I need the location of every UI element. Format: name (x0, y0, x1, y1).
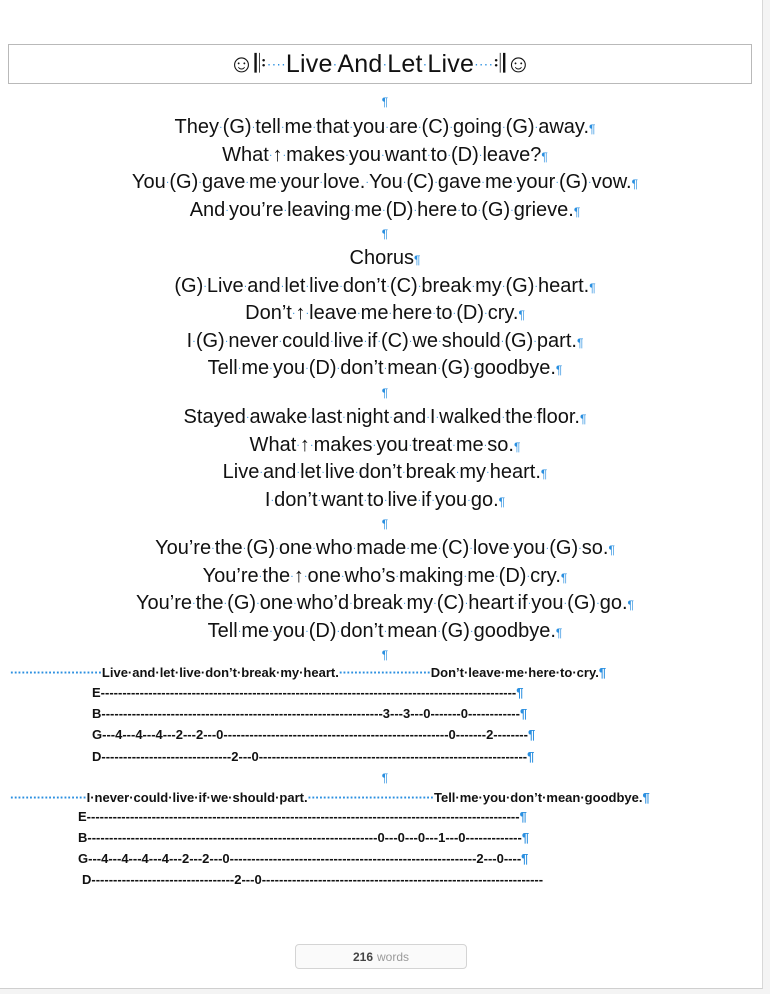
tab-string-b: B-------------------------------------------------------------------0---0---0---1---0-------------¶ (78, 830, 530, 845)
paragraph-mark: ¶ (498, 495, 506, 509)
lyric-line: What·↑·makes·you·treat·me·so.¶ (249, 434, 521, 456)
empty-paragraph-mark: ¶ (381, 648, 389, 662)
word-count-indicator[interactable] (295, 944, 467, 969)
empty-paragraph-mark: ¶ (381, 386, 389, 400)
empty-paragraph-mark: ¶ (381, 517, 389, 531)
paragraph-mark: ¶ (555, 363, 563, 377)
paragraph-mark: ¶ (589, 281, 596, 295)
word-count-label: words (377, 949, 410, 964)
empty-paragraph-mark: ¶ (381, 227, 389, 241)
paragraph-mark: ¶ (518, 308, 525, 322)
paragraph-mark: ¶ (573, 205, 581, 219)
empty-paragraph-mark: ¶ (381, 95, 389, 109)
paragraph-mark: ¶ (414, 253, 421, 267)
lyric-line: And·you’re·leaving·me·(D)·here·to·(G)·grieve.¶ (189, 199, 581, 221)
paragraph-mark: ¶ (555, 626, 563, 640)
lyric-line: They·(G)·tell·me·that·you·are·(C)·going·(G)·away.¶ (174, 116, 596, 138)
tab-string-g: G---4---4---4---4---2---2---0---------------------------------------------------------2---0----¶ (78, 851, 529, 866)
tab-string-b: B-----------------------------------------------------------------3---3---0-------0------------¶ (92, 706, 528, 721)
lyric-line: Tell·me·you·(D)·don’t·mean·(G)·goodbye.¶ (207, 357, 563, 379)
tab-lyric-line: ····················I·never·could·live·if·we·should·part.·································Tell·me·you·don’t·mean·goodbye.¶ (10, 790, 650, 805)
lyric-line: I·(G)·never·could·live·if·(C)·we·should·(G)·part.¶ (186, 330, 584, 352)
lyric-line: You’re·the·(G)·one·who’d·break·my·(C)·heart·if·you·(G)·go.¶ (135, 592, 634, 614)
lyric-line: You’re·the·↑·one·who’s·making·me·(D)·cry.¶ (202, 565, 568, 587)
paragraph-mark: ¶ (560, 571, 568, 585)
paragraph-mark: ¶ (541, 150, 548, 164)
paragraph-mark: ¶ (540, 467, 548, 481)
empty-paragraph-mark: ¶ (381, 771, 389, 785)
paragraph-mark: ¶ (608, 543, 615, 557)
lyric-line: Stayed·awake·last·night·and·I·walked·the·floor.¶ (183, 406, 587, 428)
chorus-heading: Chorus¶ (349, 247, 421, 269)
lyric-line: (G)·Live·and·let·live·don’t·(C)·break·my·(G)·heart.¶ (174, 275, 596, 297)
tab-string-d: D---------------------------------2---0----------------------------------------------------------------- (82, 872, 544, 887)
tab-string-e: E------------------------------------------------------------------------------------------------¶ (92, 685, 524, 700)
tab-lyric-line: ························Live·and·let·live·don’t·break·my·heart.························Don’t·leave·me·here·to·cry.¶ (10, 665, 607, 680)
song-title: ☺𝄆····Live·And·Let·Live····𝄇☺ (228, 49, 532, 78)
paragraph-mark: ¶ (513, 440, 521, 454)
paragraph-mark: ¶ (576, 336, 584, 350)
lyric-line: You·(G)·gave·me·your·love.·You·(C)·gave·me·your·(G)·vow.¶ (131, 171, 639, 193)
lyric-line: Don’t·↑·leave·me·here·to·(D)·cry.¶ (245, 302, 525, 324)
word-count-value: 216 (352, 949, 373, 964)
lyric-line: Live·and·let·live·don’t·break·my·heart.¶ (222, 461, 548, 483)
tab-string-g: G---4---4---4---2---2---0----------------------------------------------------0-------2--------¶ (92, 727, 536, 742)
tab-string-e: E----------------------------------------------------------------------------------------------------¶ (78, 809, 527, 824)
paragraph-mark: ¶ (579, 412, 587, 426)
title-box[interactable] (8, 44, 752, 84)
tab-string-d: D------------------------------2---0--------------------------------------------------------------¶ (92, 749, 535, 764)
lyric-line: Tell·me·you·(D)·don’t·mean·(G)·goodbye.¶ (207, 620, 563, 642)
lyric-line: You’re·the·(G)·one·who·made·me·(C)·love·you·(G)·so.¶ (155, 537, 615, 559)
paragraph-mark: ¶ (627, 598, 634, 612)
paragraph-mark: ¶ (631, 177, 639, 191)
paragraph-mark: ¶ (589, 122, 596, 136)
lyric-line: What·↑·makes·you·want·to·(D)·leave?¶ (222, 144, 548, 166)
lyric-line: I·don’t·want·to·live·if·you·go.¶ (264, 489, 506, 511)
